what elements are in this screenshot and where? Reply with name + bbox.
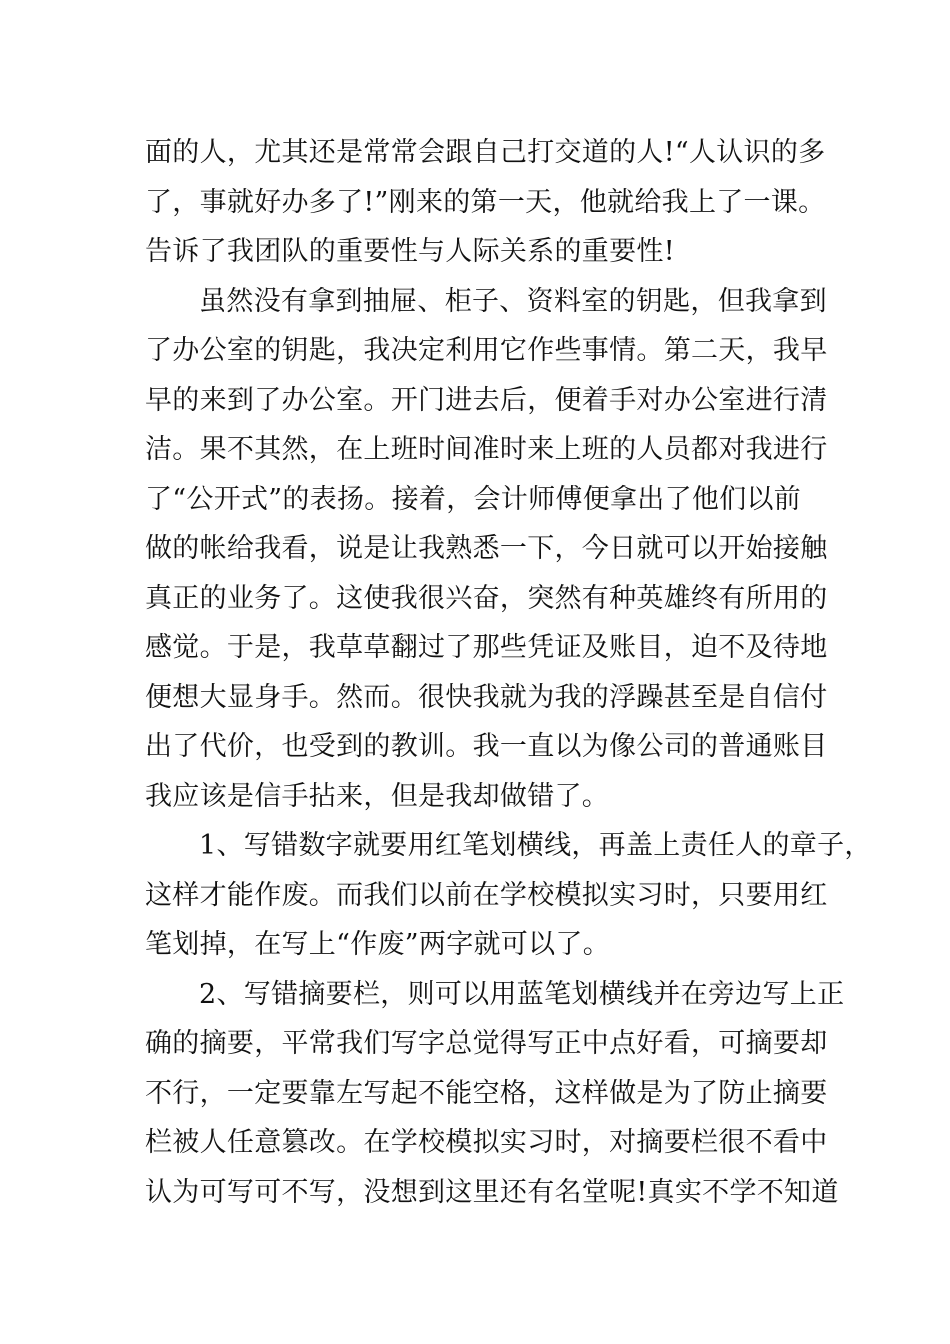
- text-line: 笔划掉，在写上“作废”两字就可以了。: [145, 929, 611, 960]
- text-line: 便想大显身手。然而。很快我就为我的浮躁甚至是自信付: [145, 681, 828, 713]
- text-line: 这样才能作废。而我们以前在学校模拟实习时，只要用红: [145, 879, 828, 911]
- text-line: 了“公开式”的表扬。接着，会计师傅便拿出了他们以前: [145, 483, 802, 515]
- text-line: 洁。果不其然，在上班时间准时来上班的人员都对我进行: [145, 434, 828, 465]
- text-line: 了，事就好办多了!”刚来的第一天，他就给我上了一课。: [145, 186, 826, 218]
- text-line: 1、写错数字就要用红笔划横线，再盖上责任人的章子，: [199, 830, 872, 861]
- document-body: [145, 128, 872, 1217]
- text-line: 告诉了我团队的重要性与人际关系的重要性!: [145, 236, 675, 267]
- paragraph-3: [145, 821, 872, 970]
- text-line: 出了代价，也受到的教训。我一直以为像公司的普通账目: [145, 731, 828, 762]
- text-line: 虽然没有拿到抽屉、柜子、资料室的钥匙，但我拿到: [199, 285, 827, 317]
- text-line: 做的帐给我看，说是让我熟悉一下，今日就可以开始接触: [145, 533, 828, 564]
- paragraph-4: [145, 970, 845, 1218]
- text-line: 不行，一定要靠左写起不能空格，这样做是为了防止摘要: [145, 1077, 828, 1109]
- text-line: 面的人，尤其还是常常会跟自己打交道的人!“人认识的多: [145, 137, 826, 168]
- paragraph-1: [145, 128, 826, 277]
- text-line: 2、写错摘要栏，则可以用蓝笔划横线并在旁边写上正: [199, 978, 845, 1010]
- text-line: 确的摘要，平常我们写字总觉得写正中点好看，可摘要却: [145, 1028, 828, 1059]
- text-line: 我应该是信手拈来，但是我却做错了。: [145, 780, 610, 812]
- text-line: 了办公室的钥匙，我决定利用它作些事情。第二天，我早: [145, 335, 828, 366]
- text-line: 感觉。于是，我草草翻过了那些凭证及账目，迫不及待地: [145, 632, 828, 663]
- text-line: 真正的业务了。这使我很兴奋，突然有种英雄终有所用的: [145, 582, 828, 614]
- paragraph-2: [145, 277, 828, 822]
- text-line: 栏被人任意篡改。在学校模拟实习时，对摘要栏很不看中: [145, 1127, 828, 1158]
- text-line: 认为可写可不写，没想到这里还有名堂呢!真实不学不知道: [145, 1176, 839, 1208]
- text-line: 早的来到了办公室。开门进去后，便着手对办公室进行清: [145, 384, 828, 416]
